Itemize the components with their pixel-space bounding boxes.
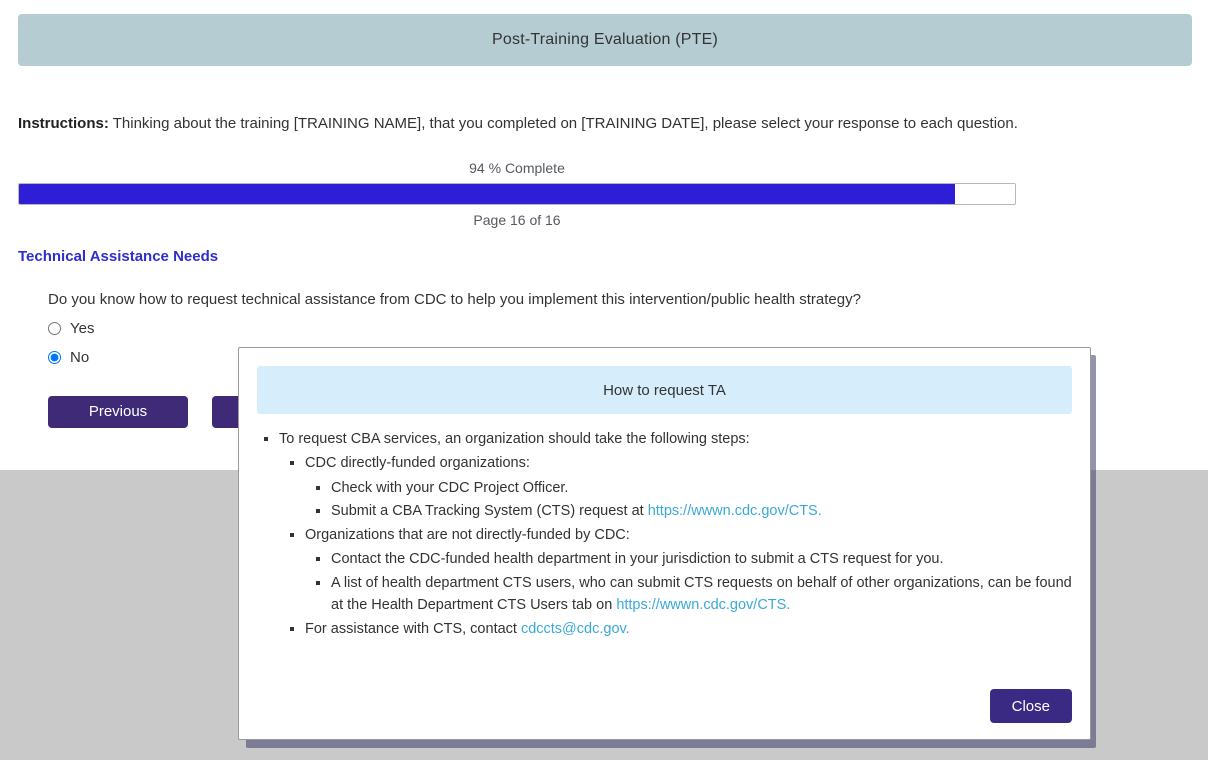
ta-step-text: A list of health department CTS users, who can submit CTS requests on behalf of other organizations, can be found at the Health Department CTS Users tab on <box>331 574 1072 614</box>
ta-step-text: Submit a CBA Tracking System (CTS) request at <box>331 503 648 520</box>
ta-intro-text: To request CBA services, an organization should take the following steps: <box>279 431 750 447</box>
radio-option-yes[interactable] <box>48 320 1208 337</box>
ta-contact-item <box>305 618 1072 640</box>
cts-link[interactable]: https://wwwn.cdc.gov/CTS. <box>616 597 791 614</box>
question-text: Do you know how to request technical assistance from CDC to help you implement this intervention/public health strategy? <box>48 290 861 308</box>
ta-step-text: Contact the CDC-funded health department in your jurisdiction to submit a CTS request for you. <box>331 551 944 568</box>
ta-group-heading: Organizations that are not directly-funded by CDC: <box>305 526 630 543</box>
section-title: Technical Assistance Needs <box>18 247 219 265</box>
instructions-label: Instructions: <box>18 115 109 132</box>
page-banner <box>18 14 1192 66</box>
ta-group <box>305 452 1072 522</box>
ta-group-items <box>305 548 1072 616</box>
previous-button[interactable]: Previous <box>48 396 188 428</box>
ta-step <box>331 572 1072 617</box>
ta-groups-list <box>279 452 1072 640</box>
radio-input-yes[interactable] <box>48 322 61 335</box>
progress-bar <box>18 183 1016 205</box>
radio-input-no[interactable] <box>48 351 61 364</box>
modal-body <box>239 414 1090 689</box>
ta-contact-text: For assistance with CTS, contact <box>305 620 521 637</box>
ta-step-text: Check with your CDC Project Officer. <box>331 479 569 496</box>
how-to-request-ta-modal <box>238 347 1091 740</box>
ta-group <box>305 524 1072 617</box>
modal-title: How to request TA <box>603 381 726 399</box>
progress-area <box>18 160 1016 228</box>
cts-link[interactable]: https://wwwn.cdc.gov/CTS. <box>647 503 822 520</box>
instructions-text <box>18 114 1190 134</box>
ta-step <box>331 500 1072 522</box>
ta-step <box>331 548 1072 570</box>
page-title: Post-Training Evaluation (PTE) <box>492 31 718 48</box>
close-button[interactable]: Close <box>990 689 1072 723</box>
progress-bar-fill <box>19 184 955 204</box>
ta-intro-item <box>279 428 1072 640</box>
radio-label-yes: Yes <box>70 319 95 337</box>
ta-group-items <box>305 477 1072 523</box>
instructions-body: Thinking about the training [TRAINING NAME], that you completed on [TRAINING DATE], please select your response to each question. <box>108 115 1018 132</box>
radio-label-no: No <box>70 348 90 366</box>
progress-percent-label: 94 % Complete <box>469 159 565 176</box>
cdccts-email-link[interactable]: cdccts@cdc.gov. <box>520 620 630 637</box>
modal-header <box>257 366 1072 414</box>
ta-steps-list <box>257 428 1072 640</box>
ta-step <box>331 477 1072 499</box>
page-indicator: Page 16 of 16 <box>473 211 561 228</box>
modal-footer <box>239 689 1090 739</box>
ta-group-heading: CDC directly-funded organizations: <box>305 455 530 472</box>
